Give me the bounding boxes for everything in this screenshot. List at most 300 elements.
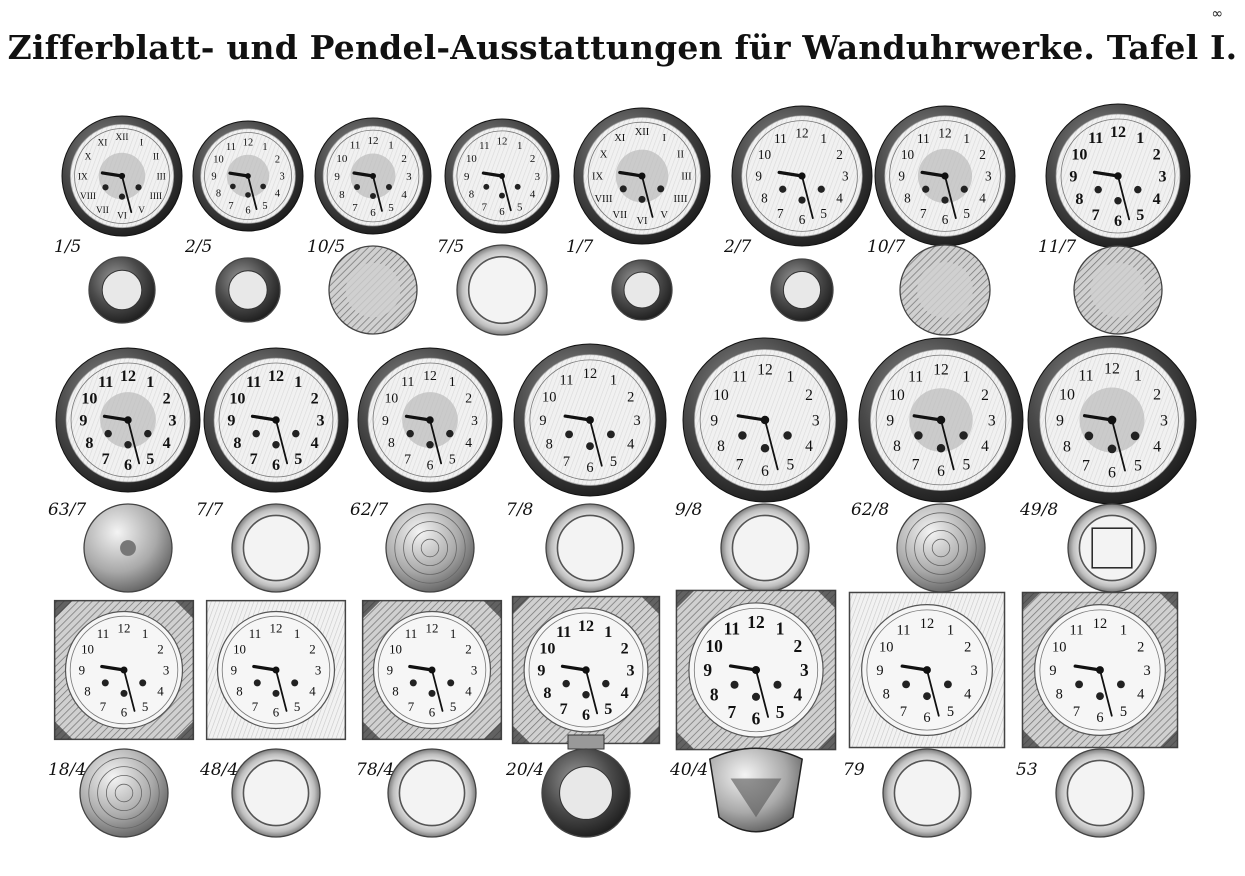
dial-numeral: 12 bbox=[423, 368, 437, 384]
dial-numeral: 6 bbox=[271, 457, 281, 475]
dial-numeral: IIII bbox=[149, 191, 163, 202]
dial-numeral: 12 bbox=[269, 621, 283, 636]
dial-numeral: XI bbox=[614, 133, 626, 145]
dial-numeral: 5 bbox=[388, 201, 394, 214]
dial-numeral: 2 bbox=[401, 152, 407, 165]
dial-numeral: 1 bbox=[1136, 130, 1145, 148]
dial-numeral: 7 bbox=[99, 699, 107, 714]
dial-numeral: 4 bbox=[627, 436, 635, 453]
winding-hole bbox=[818, 186, 825, 193]
dial-numeral: 12 bbox=[367, 134, 379, 147]
dial-numeral: 2 bbox=[836, 146, 843, 162]
hand-pivot bbox=[923, 666, 931, 674]
dial-numeral: VI bbox=[636, 216, 648, 228]
dial-numeral: 7 bbox=[727, 701, 737, 722]
dial-numeral: 6 bbox=[426, 457, 434, 473]
dial-numeral: 2 bbox=[620, 640, 629, 658]
dial-numeral: 12 bbox=[242, 137, 254, 149]
dial-numeral: 4 bbox=[620, 684, 629, 702]
pendulum-center bbox=[346, 263, 401, 318]
dial-numeral: 11 bbox=[1088, 130, 1104, 148]
dial-numeral: 3 bbox=[811, 412, 820, 430]
dial-numeral: 3 bbox=[633, 413, 641, 430]
dial-numeral: 6 bbox=[245, 205, 251, 217]
model-number-label: 7/8 bbox=[506, 500, 534, 520]
dial-numeral: 3 bbox=[316, 412, 325, 430]
dial-numeral: 10 bbox=[233, 642, 246, 657]
winding-hole bbox=[923, 692, 931, 700]
winding-hole bbox=[124, 441, 131, 448]
dial-numeral: 11 bbox=[401, 374, 415, 390]
dial-numeral: 2 bbox=[529, 153, 536, 166]
hand-pivot bbox=[1096, 666, 1104, 674]
winding-hole bbox=[1094, 186, 1101, 193]
dial-numeral: 11 bbox=[773, 131, 787, 147]
winding-hole bbox=[446, 430, 453, 437]
dial-numeral: 6 bbox=[1096, 710, 1104, 727]
dial-numeral: 12 bbox=[117, 621, 131, 636]
winding-hole bbox=[252, 430, 259, 437]
pendulum-boss bbox=[120, 540, 136, 556]
winding-hole bbox=[272, 690, 279, 697]
dial-numeral: 8 bbox=[904, 190, 911, 206]
dial-set bbox=[513, 597, 660, 837]
dial-numeral: 7 bbox=[1091, 207, 1100, 225]
dial-numeral: 5 bbox=[293, 699, 301, 714]
winding-hole bbox=[483, 184, 489, 190]
dial-numeral: 10 bbox=[757, 146, 772, 162]
dial-numeral: 10 bbox=[389, 642, 402, 657]
dial-set bbox=[676, 590, 835, 831]
winding-hole bbox=[119, 194, 125, 200]
dial-numeral: 5 bbox=[775, 701, 785, 722]
dial-numeral: 2 bbox=[979, 146, 986, 162]
winding-hole bbox=[102, 184, 108, 190]
dial-numeral: 9 bbox=[230, 663, 238, 678]
dial-numeral: 2 bbox=[805, 387, 813, 405]
winding-hole bbox=[426, 441, 433, 448]
pendulum-bob bbox=[80, 749, 168, 837]
dial-set bbox=[358, 348, 502, 592]
dial-numeral: 9 bbox=[1069, 168, 1078, 186]
pendulum-bob bbox=[386, 504, 474, 592]
dial-numeral: 4 bbox=[157, 684, 164, 699]
dial-numeral: 4 bbox=[274, 188, 281, 200]
dial-numeral: 11 bbox=[404, 627, 418, 642]
dial-numeral: 5 bbox=[962, 456, 971, 474]
dial-numeral: 6 bbox=[272, 705, 280, 720]
dial-numeral: 12 bbox=[795, 125, 809, 141]
dial-numeral: 10 bbox=[229, 390, 246, 408]
hand-pivot bbox=[370, 173, 376, 179]
dial-numeral: 11 bbox=[723, 618, 741, 639]
hand-pivot bbox=[499, 173, 505, 179]
model-number-label: 2/5 bbox=[185, 237, 213, 257]
dial-numeral: 4 bbox=[964, 686, 972, 703]
winding-hole bbox=[447, 679, 454, 686]
dial-numeral: 1 bbox=[962, 368, 971, 386]
pendulum-hanger bbox=[568, 735, 604, 749]
winding-hole bbox=[914, 431, 922, 439]
winding-hole bbox=[779, 186, 786, 193]
model-number-label: 48/4 bbox=[200, 760, 239, 780]
dial-numeral: 7 bbox=[404, 451, 412, 467]
winding-hole bbox=[135, 184, 141, 190]
hand-pivot bbox=[1114, 172, 1121, 179]
dial-numeral: 2 bbox=[1137, 639, 1145, 656]
model-number-label: 62/7 bbox=[350, 500, 389, 520]
dial-numeral: 8 bbox=[387, 435, 395, 451]
dial-numeral: 6 bbox=[761, 463, 769, 481]
dial-numeral: 1 bbox=[963, 131, 970, 147]
winding-hole bbox=[731, 681, 739, 689]
dial-numeral: 7 bbox=[735, 456, 744, 474]
dial-numeral: 2 bbox=[309, 642, 316, 657]
dial-numeral: 12 bbox=[919, 615, 935, 632]
hand-pivot bbox=[119, 173, 125, 179]
dial-numeral: 2 bbox=[465, 642, 472, 657]
dial-numeral: 11 bbox=[479, 140, 490, 153]
dial-set bbox=[62, 116, 182, 323]
winding-hole bbox=[959, 431, 967, 439]
dial-numeral: 1 bbox=[516, 140, 523, 153]
dial-numeral: 10 bbox=[1071, 146, 1088, 164]
pendulum-inner-ring bbox=[732, 515, 797, 580]
dial-numeral: 11 bbox=[732, 368, 748, 386]
dial-numeral: 11 bbox=[916, 131, 930, 147]
dial-numeral: 11 bbox=[559, 372, 574, 389]
dial-set bbox=[193, 121, 303, 322]
dial-numeral: 12 bbox=[747, 611, 765, 632]
dial-set bbox=[859, 338, 1023, 592]
dial-numeral: 10 bbox=[889, 387, 905, 405]
dial-numeral: 1 bbox=[946, 622, 955, 639]
dial-numeral: 9 bbox=[755, 168, 762, 184]
dial-numeral: 3 bbox=[987, 412, 996, 430]
dial-numeral: 9 bbox=[1056, 412, 1064, 430]
dial-numeral: 9 bbox=[886, 412, 895, 430]
dial-set bbox=[732, 106, 872, 321]
dial-numeral: 12 bbox=[1109, 124, 1127, 142]
winding-hole bbox=[798, 196, 805, 203]
hand-pivot bbox=[586, 416, 594, 424]
dial-numeral: IIII bbox=[673, 193, 688, 205]
winding-hole bbox=[291, 679, 298, 686]
dial-numeral: X bbox=[84, 152, 92, 163]
dial-numeral: 4 bbox=[1153, 438, 1162, 456]
hand-pivot bbox=[937, 416, 945, 424]
dial-numeral: 9 bbox=[539, 413, 547, 430]
dial-numeral: 1 bbox=[146, 374, 155, 392]
pendulum-inner-ring bbox=[894, 760, 959, 825]
hand-pivot bbox=[428, 666, 435, 673]
model-number-label: 11/7 bbox=[1038, 237, 1077, 257]
dial-numeral: XII bbox=[115, 133, 129, 144]
dial-numeral: 1 bbox=[786, 368, 795, 386]
winding-hole bbox=[586, 442, 594, 450]
dial-numeral: 6 bbox=[798, 211, 806, 227]
dial-numeral: 10 bbox=[1052, 639, 1067, 656]
dial-numeral: 11 bbox=[1078, 367, 1094, 385]
dial-numeral: 7 bbox=[352, 201, 358, 214]
winding-hole bbox=[944, 680, 952, 688]
dial-set bbox=[315, 118, 431, 334]
dial-numeral: 4 bbox=[309, 684, 316, 699]
winding-hole bbox=[565, 430, 573, 438]
dial-numeral: 3 bbox=[1158, 168, 1167, 186]
dial-numeral: 10 bbox=[1059, 386, 1075, 404]
winding-hole bbox=[230, 184, 236, 190]
dial-numeral: 3 bbox=[314, 663, 322, 678]
dial-numeral: 3 bbox=[842, 168, 849, 184]
dial-numeral: 11 bbox=[246, 374, 262, 392]
dial-numeral: 2 bbox=[162, 390, 171, 408]
dial-numeral: 8 bbox=[236, 684, 243, 699]
dial-numeral: 6 bbox=[370, 206, 376, 219]
dial-numeral: 5 bbox=[820, 206, 827, 222]
dial-numeral: III bbox=[681, 171, 692, 183]
dial-numeral: 2 bbox=[274, 154, 281, 166]
dial-set bbox=[207, 601, 346, 837]
pendulum-center bbox=[624, 272, 660, 308]
model-number-label: 62/8 bbox=[851, 500, 890, 520]
dial-numeral: 11 bbox=[908, 368, 924, 386]
winding-hole bbox=[1075, 680, 1083, 688]
dial-numeral: VIII bbox=[80, 191, 97, 202]
dial-numeral: 8 bbox=[893, 437, 901, 455]
dial-numeral: 9 bbox=[703, 660, 713, 681]
pendulum-center bbox=[560, 767, 613, 820]
dial-numeral: 6 bbox=[120, 705, 128, 720]
dial-numeral: 8 bbox=[545, 436, 553, 453]
dial-numeral: 4 bbox=[529, 188, 536, 201]
winding-hole bbox=[752, 693, 760, 701]
dial-numeral: 8 bbox=[339, 188, 345, 201]
dial-numeral: 12 bbox=[1092, 615, 1108, 632]
dial-numeral: 1 bbox=[293, 627, 301, 642]
dial-numeral: 4 bbox=[981, 437, 989, 455]
dial-numeral: 10 bbox=[81, 390, 98, 408]
dial-numeral: 12 bbox=[938, 125, 952, 141]
dial-numeral: 1 bbox=[449, 627, 457, 642]
dial-numeral: 11 bbox=[556, 624, 572, 642]
pendulum-inner-ring bbox=[469, 257, 536, 324]
dial-numeral: 2 bbox=[157, 642, 164, 657]
dial-numeral: 5 bbox=[516, 201, 523, 214]
winding-hole bbox=[937, 444, 945, 452]
dial-numeral: 9 bbox=[710, 412, 719, 430]
dial-numeral: 9 bbox=[1049, 663, 1057, 680]
winding-hole bbox=[657, 185, 664, 192]
dial-numeral: X bbox=[599, 149, 608, 161]
hand-pivot bbox=[582, 666, 589, 673]
dial-numeral: 8 bbox=[392, 684, 399, 699]
dial-numeral: 8 bbox=[717, 437, 725, 455]
page-title: Zifferblatt- und Pendel-Ausstattungen für Wanduhrwerke. Tafel I. bbox=[7, 28, 1238, 67]
model-number-label: 7/7 bbox=[196, 500, 224, 520]
dial-numeral: 12 bbox=[496, 135, 508, 148]
dial-numeral: 12 bbox=[1104, 360, 1120, 378]
dial-numeral: 10 bbox=[900, 146, 915, 162]
winding-hole bbox=[1085, 432, 1094, 441]
dial-numeral: 7 bbox=[1072, 703, 1081, 720]
dial-numeral: 1 bbox=[775, 618, 785, 639]
dial-numeral: 8 bbox=[1055, 686, 1063, 703]
model-number-label: 18/4 bbox=[48, 760, 87, 780]
dial-numeral: 3 bbox=[799, 660, 809, 681]
dial-numeral: 1 bbox=[294, 374, 303, 392]
dial-numeral: 8 bbox=[215, 188, 222, 200]
dial-numeral: 12 bbox=[119, 368, 137, 386]
dial-numeral: II bbox=[676, 149, 684, 161]
hand-pivot bbox=[120, 666, 127, 673]
hand-pivot bbox=[272, 416, 279, 423]
dial-numeral: 4 bbox=[1152, 190, 1161, 208]
dial-numeral: 10 bbox=[81, 642, 94, 657]
dial-numeral: 7 bbox=[777, 206, 784, 222]
dial-numeral: 9 bbox=[211, 171, 217, 183]
dial-numeral: 6 bbox=[1108, 464, 1116, 482]
winding-hole bbox=[738, 431, 746, 439]
corner-mark: ∞ bbox=[1211, 6, 1223, 22]
dial-numeral: 12 bbox=[933, 361, 949, 379]
dial-numeral: 8 bbox=[85, 434, 94, 452]
dial-numeral: 6 bbox=[937, 463, 945, 481]
dial-numeral: 3 bbox=[162, 663, 170, 678]
dial-numeral: 6 bbox=[751, 708, 761, 729]
dial-numeral: 1 bbox=[604, 624, 613, 642]
dial-numeral: VII bbox=[95, 206, 109, 217]
dial-numeral: 4 bbox=[1137, 686, 1145, 703]
winding-hole bbox=[1134, 186, 1141, 193]
dial-numeral: 3 bbox=[970, 663, 978, 680]
dial-numeral: 9 bbox=[334, 170, 340, 183]
dial-numeral: 5 bbox=[946, 703, 955, 720]
dial-numeral: 6 bbox=[123, 457, 133, 475]
hand-pivot bbox=[752, 666, 760, 674]
dial-numeral: 4 bbox=[979, 190, 986, 206]
pendulum-inner-ring bbox=[557, 515, 622, 580]
dial-numeral: 5 bbox=[294, 451, 303, 469]
dial-numeral: 2 bbox=[1153, 386, 1162, 404]
model-number-label: 1/7 bbox=[566, 237, 594, 257]
dial-numeral: 10 bbox=[336, 152, 348, 165]
dial-numeral: 7 bbox=[407, 699, 415, 714]
pendulum-center bbox=[783, 271, 820, 308]
winding-hole bbox=[961, 186, 968, 193]
dial-numeral: 11 bbox=[98, 374, 114, 392]
hand-pivot bbox=[245, 173, 251, 179]
pendulum-center bbox=[917, 262, 973, 318]
dial-numeral: 4 bbox=[836, 190, 843, 206]
dial-numeral: 3 bbox=[1160, 412, 1168, 430]
dial-numeral: 2 bbox=[964, 639, 972, 656]
winding-hole bbox=[620, 185, 627, 192]
dial-numeral: 8 bbox=[468, 188, 475, 201]
model-number-label: 1/5 bbox=[54, 237, 82, 257]
dial-numeral: 10 bbox=[713, 387, 729, 405]
dial-numeral: 5 bbox=[609, 453, 618, 470]
dial-numeral: 1 bbox=[448, 374, 456, 390]
dial-numeral: 11 bbox=[225, 142, 236, 154]
model-number-label: 79 bbox=[843, 760, 865, 780]
hand-pivot bbox=[1108, 416, 1117, 425]
dial-numeral: VI bbox=[117, 211, 127, 222]
dial-numeral: V bbox=[138, 206, 145, 217]
dial-numeral: 5 bbox=[963, 206, 970, 222]
pendulum-inner-ring bbox=[243, 760, 308, 825]
dial-numeral: 11 bbox=[1069, 622, 1084, 639]
model-number-label: 2/7 bbox=[724, 237, 752, 257]
dial-numeral: 3 bbox=[1143, 663, 1151, 680]
model-number-label: 10/7 bbox=[867, 237, 906, 257]
dial-numeral: VII bbox=[612, 210, 628, 222]
dial-numeral: 12 bbox=[582, 365, 598, 382]
winding-hole bbox=[773, 681, 781, 689]
winding-hole bbox=[406, 430, 413, 437]
dial-numeral: 9 bbox=[464, 170, 470, 183]
winding-hole bbox=[386, 184, 392, 190]
pendulum-inner-ring bbox=[1067, 760, 1132, 825]
dial-numeral: 11 bbox=[896, 622, 911, 639]
winding-hole bbox=[1108, 445, 1117, 454]
dial-numeral: 8 bbox=[882, 686, 890, 703]
dial-numeral: 10 bbox=[466, 153, 477, 166]
pendulum-inner-ring bbox=[399, 760, 464, 825]
dial-set bbox=[514, 344, 666, 592]
winding-hole bbox=[260, 184, 266, 190]
dial-set bbox=[445, 119, 559, 335]
pendulum-center bbox=[1091, 263, 1146, 318]
dial-numeral: 10 bbox=[705, 635, 723, 656]
dial-set bbox=[1028, 336, 1196, 592]
model-number-label: 20/4 bbox=[506, 760, 545, 780]
dial-numeral: 10 bbox=[879, 639, 894, 656]
dial-numeral: 8 bbox=[761, 190, 768, 206]
pendulum-center bbox=[229, 271, 267, 309]
dial-numeral: 7 bbox=[251, 699, 259, 714]
winding-hole bbox=[582, 691, 589, 698]
dial-numeral: 5 bbox=[1136, 207, 1145, 225]
winding-hole bbox=[783, 431, 791, 439]
dial-numeral: 3 bbox=[279, 171, 285, 183]
winding-hole bbox=[370, 193, 376, 199]
dial-numeral: 6 bbox=[923, 710, 931, 727]
dial-numeral: 4 bbox=[805, 437, 813, 455]
dial-numeral: 2 bbox=[1152, 146, 1161, 164]
dial-numeral: 7 bbox=[911, 456, 920, 474]
winding-hole bbox=[102, 679, 109, 686]
dial-numeral: 5 bbox=[786, 456, 795, 474]
dial-numeral: 5 bbox=[449, 699, 457, 714]
winding-hole bbox=[761, 444, 769, 452]
dial-numeral: 7 bbox=[1082, 457, 1090, 475]
dial-numeral: 5 bbox=[1134, 457, 1142, 475]
dial-numeral: 1 bbox=[820, 131, 827, 147]
dial-numeral: 7 bbox=[920, 206, 927, 222]
winding-hole bbox=[139, 679, 146, 686]
dial-numeral: 4 bbox=[465, 684, 472, 699]
dial-numeral: 4 bbox=[465, 435, 473, 451]
dial-numeral: 2 bbox=[627, 389, 635, 406]
winding-hole bbox=[120, 690, 127, 697]
dial-numeral: 7 bbox=[101, 451, 110, 469]
dial-numeral: 12 bbox=[577, 618, 595, 636]
winding-hole bbox=[638, 196, 645, 203]
model-number-label: 40/4 bbox=[670, 760, 709, 780]
dial-numeral: 6 bbox=[581, 707, 591, 725]
dial-numeral: I bbox=[140, 138, 144, 149]
